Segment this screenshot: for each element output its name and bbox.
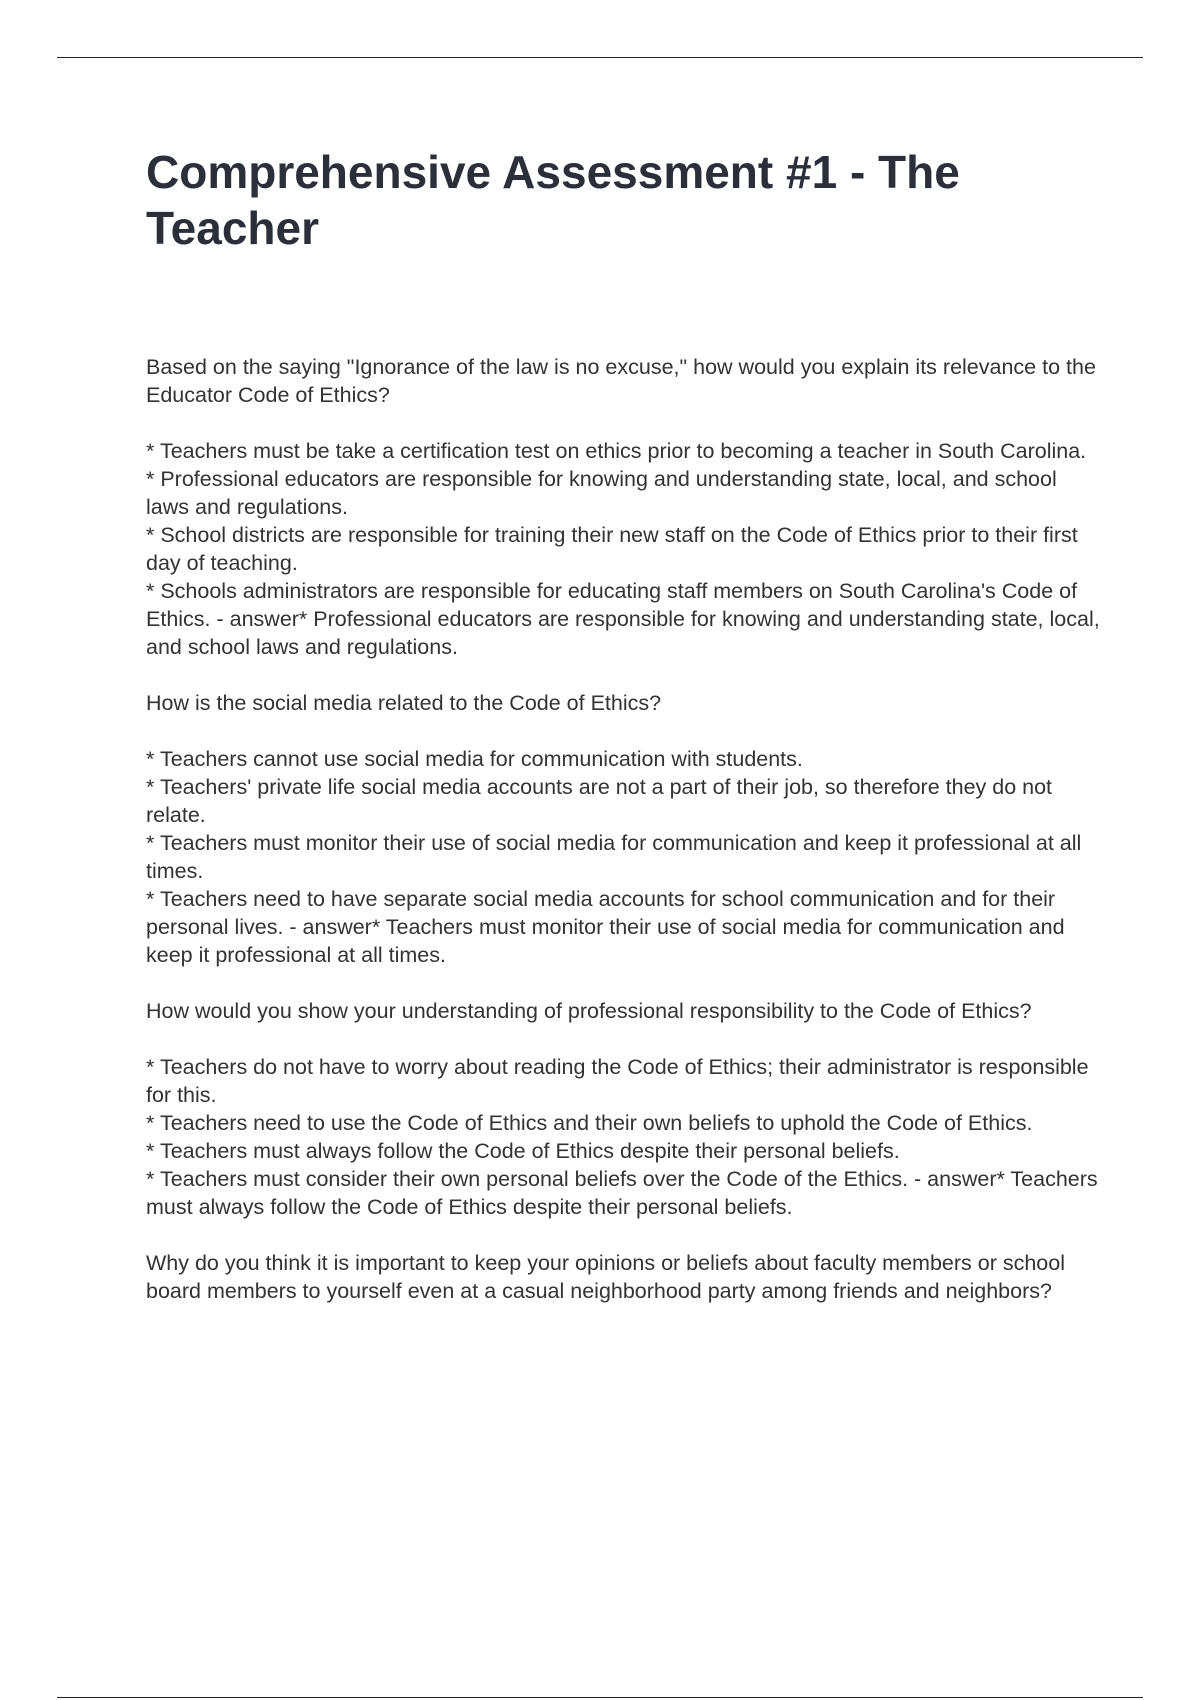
answer-options: * Teachers cannot use social media for communication with students. * Teachers' private life social media accounts are not a part of their job, so therefore they do not relate. * Teachers must monitor their use of social media for communication and keep it professional at all times. * Teachers need to have separate social media accounts for school communication and for their personal lives. - answer* Teachers must monitor their use of social media for communication and keep it professional at all times.	[146, 747, 1082, 967]
document-body	[146, 144, 1101, 1333]
question-text: How would you show your understanding of professional responsibility to the Code of Ethics?	[146, 999, 1032, 1023]
question-item-2	[146, 689, 1101, 969]
answer-options: * Teachers must be take a certification test on ethics prior to becoming a teacher in South Carolina. * Professional educators are responsible for knowing and understanding state, local, and school laws and regulations. * School districts are responsible for training their new staff on the Code of Ethics prior to their first day of teaching. * Schools administrators are responsible for educating staff members on South Carolina's Code of Ethics. - answer* Professional educators are responsible for knowing and understanding state, local, and school laws and regulations.	[146, 439, 1100, 659]
answer-options: * Teachers do not have to worry about reading the Code of Ethics; their administrator is responsible for this. * Teachers need to use the Code of Ethics and their own beliefs to uphold the Code of Ethics. * Teachers must always follow the Code of Ethics despite their personal beliefs. * Teachers must consider their own personal beliefs over the Code of the Ethics. - answer* Teachers must always follow the Code of Ethics despite their personal beliefs.	[146, 1055, 1098, 1219]
question-item-3	[146, 997, 1101, 1221]
top-rule	[57, 57, 1143, 58]
question-text: Based on the saying "Ignorance of the law is no excuse," how would you explain its relevance to the Educator Code of Ethics?	[146, 355, 1096, 407]
question-item-4	[146, 1249, 1101, 1305]
question-text: Why do you think it is important to keep your opinions or beliefs about faculty members or school board members to yourself even at a casual neighborhood party among friends and neighbors?	[146, 1251, 1065, 1303]
question-text: How is the social media related to the Code of Ethics?	[146, 691, 662, 715]
question-list	[146, 353, 1101, 1305]
bottom-rule	[57, 1697, 1143, 1698]
page-title: Comprehensive Assessment #1 - The Teacher	[146, 146, 960, 254]
question-item-1	[146, 353, 1101, 661]
